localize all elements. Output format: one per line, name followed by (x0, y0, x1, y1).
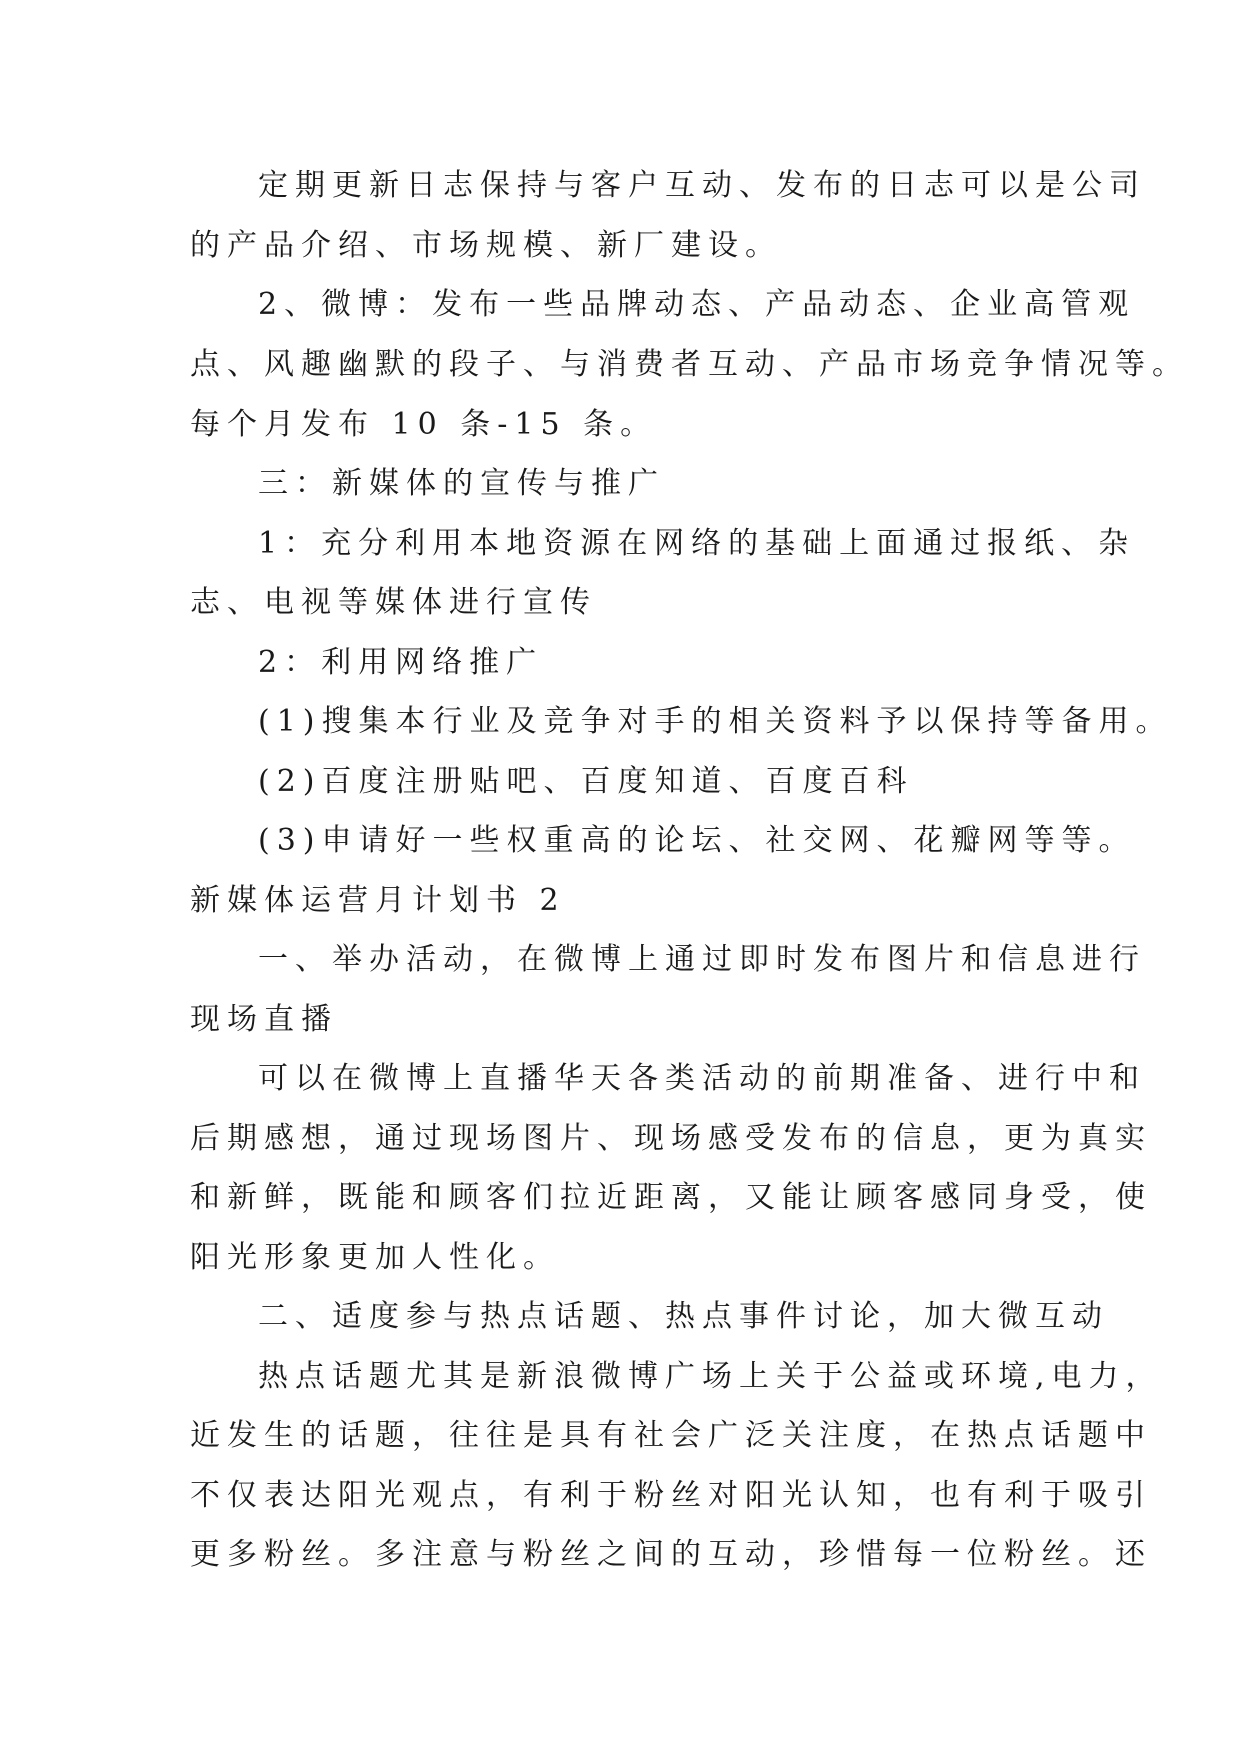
paragraph-line: 后期感想，通过现场图片、现场感受发布的信息，更为真实 (190, 1121, 1152, 1156)
paragraph-line: 1：充分利用本地资源在网络的基础上面通过报纸、杂 (258, 526, 1136, 561)
paragraph-line: 2、微博：发布一些品牌动态、产品动态、企业高管观 (258, 287, 1136, 322)
list-item: (1)搜集本行业及竞争对手的相关资料予以保持等备用。 (258, 704, 1173, 739)
paragraph-line: 2：利用网络推广 (258, 645, 544, 680)
section-heading: 现场直播 (190, 1002, 338, 1037)
section-heading: 二、适度参与热点话题、热点事件讨论，加大微互动 (258, 1299, 1109, 1334)
paragraph-line: 可以在微博上直播华天各类活动的前期准备、进行中和 (258, 1061, 1146, 1096)
paragraph-line: 阳光形象更加人性化。 (190, 1240, 560, 1275)
paragraph-line: 近发生的话题，往往是具有社会广泛关注度，在热点话题中 (190, 1418, 1152, 1453)
paragraph-line: 热点话题尤其是新浪微博广场上关于公益或环境,电力， (258, 1359, 1163, 1394)
paragraph-line: 每个月发布 10 条-15 条。 (190, 407, 658, 442)
list-item: (3)申请好一些权重高的论坛、社交网、花瓣网等等。 (258, 823, 1136, 858)
section-heading: 一、举办活动，在微博上通过即时发布图片和信息进行 (258, 942, 1146, 977)
paragraph-line: 更多粉丝。多注意与粉丝之间的互动，珍惜每一位粉丝。还 (190, 1537, 1152, 1572)
paragraph-line: 的产品介绍、市场规模、新厂建设。 (190, 228, 782, 263)
document-title: 新媒体运营月计划书 2 (190, 883, 566, 918)
paragraph-line: 定期更新日志保持与客户互动、发布的日志可以是公司 (258, 168, 1146, 203)
paragraph-line: 志、电视等媒体进行宣传 (190, 585, 597, 620)
section-heading: 三：新媒体的宣传与推广 (258, 466, 665, 501)
list-item: (2)百度注册贴吧、百度知道、百度百科 (258, 764, 914, 799)
paragraph-line: 不仅表达阳光观点，有利于粉丝对阳光认知，也有利于吸引 (190, 1478, 1152, 1513)
paragraph-line: 点、风趣幽默的段子、与消费者互动、产品市场竞争情况等。 (190, 347, 1189, 382)
paragraph-line: 和新鲜，既能和顾客们拉近距离，又能让顾客感同身受，使 (190, 1180, 1152, 1215)
